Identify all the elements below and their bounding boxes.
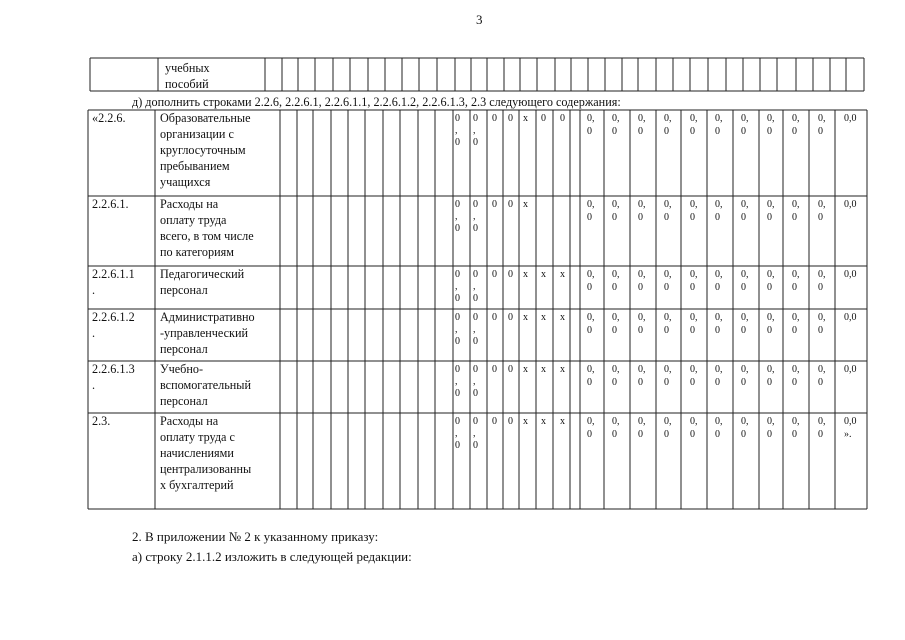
- value-cell: 0: [792, 325, 797, 336]
- split-value: 0: [473, 269, 478, 280]
- cell-value: 0: [492, 199, 497, 210]
- value-cell: 0,: [664, 199, 672, 210]
- split-value: ,: [473, 324, 476, 335]
- split-value: ,: [473, 281, 476, 292]
- split-value: 0: [455, 440, 460, 451]
- row-name: Учебно-: [160, 362, 204, 376]
- value-cell: 0,: [792, 312, 800, 323]
- value-cell: 0,: [612, 364, 620, 375]
- value-cell: 0: [715, 325, 720, 336]
- row-name: учащихся: [160, 175, 211, 189]
- value-cell: 0,: [638, 199, 646, 210]
- value-cell: 0,: [612, 312, 620, 323]
- value-cell: 0,: [715, 416, 723, 427]
- paragraph-2: 2. В приложении № 2 к указанному приказу:: [132, 529, 379, 544]
- value-cell: 0,: [690, 312, 698, 323]
- split-value: 0: [455, 113, 460, 124]
- value-cell: 0,: [715, 312, 723, 323]
- row-name: вспомогательный: [160, 378, 251, 392]
- value-cell: 0,: [612, 269, 620, 280]
- value-cell: 0,: [638, 312, 646, 323]
- split-value: 0: [473, 440, 478, 451]
- value-cell: 0: [587, 325, 592, 336]
- row-name: Расходы на: [160, 414, 219, 428]
- cross-mark: х: [541, 269, 546, 280]
- value-cell: 0: [715, 126, 720, 137]
- value-cell: 0: [587, 282, 592, 293]
- cross-mark: х: [560, 364, 565, 375]
- split-value: ,: [455, 324, 458, 335]
- cross-mark: х: [541, 312, 546, 323]
- value-cell: 0: [715, 282, 720, 293]
- value-cell: 0,: [792, 269, 800, 280]
- value-cell: 0: [612, 212, 617, 223]
- value-cell: 0,: [664, 113, 672, 124]
- row-code: .: [92, 283, 96, 297]
- value-cell: 0,: [818, 199, 826, 210]
- value-cell: 0,: [638, 416, 646, 427]
- cross-mark: х: [560, 416, 565, 427]
- value-cell: 0: [741, 126, 746, 137]
- split-value: 0: [455, 388, 460, 399]
- cell-value: 0: [508, 113, 513, 124]
- value-cell: 0,: [741, 364, 749, 375]
- value-cell: 0,: [612, 199, 620, 210]
- cell-value: 0: [541, 113, 546, 124]
- value-cell: 0: [741, 325, 746, 336]
- split-value: 0: [473, 137, 478, 148]
- value-cell: 0: [767, 325, 772, 336]
- cross-mark: х: [560, 312, 565, 323]
- value-cell: 0,: [741, 199, 749, 210]
- cross-mark: х: [560, 269, 565, 280]
- split-value: 0: [455, 312, 460, 323]
- split-value: 0: [455, 269, 460, 280]
- row-code: .: [92, 378, 96, 392]
- cell-value: 0: [508, 312, 513, 323]
- split-value: ,: [455, 428, 458, 439]
- value-cell: 0: [612, 282, 617, 293]
- row-name: -управленческий: [160, 326, 249, 340]
- value-cell: 0: [792, 212, 797, 223]
- value-cell: 0: [767, 126, 772, 137]
- value-cell: 0,: [690, 113, 698, 124]
- value-cell: 0,: [792, 199, 800, 210]
- value-cell: 0,: [767, 269, 775, 280]
- value-cell: 0: [664, 282, 669, 293]
- value-cell: 0,: [792, 416, 800, 427]
- cross-mark: х: [523, 113, 528, 124]
- row-code: 2.2.6.1.2: [92, 310, 135, 324]
- value-cell: 0: [741, 212, 746, 223]
- cross-mark: х: [523, 416, 528, 427]
- last-value: 0,0: [844, 269, 857, 280]
- split-value: 0: [473, 223, 478, 234]
- value-cell: 0: [664, 212, 669, 223]
- last-value: 0,0: [844, 113, 857, 124]
- split-value: 0: [473, 416, 478, 427]
- row-name: круглосуточным: [160, 143, 246, 157]
- value-cell: 0,: [767, 312, 775, 323]
- split-value: 0: [473, 199, 478, 210]
- split-value: 0: [455, 364, 460, 375]
- cell-value: 0: [508, 416, 513, 427]
- value-cell: 0: [664, 126, 669, 137]
- value-cell: 0,: [767, 364, 775, 375]
- split-value: 0: [473, 312, 478, 323]
- row-name: Педагогический: [160, 267, 245, 281]
- cell-value: 0: [492, 269, 497, 280]
- value-cell: 0: [690, 282, 695, 293]
- last-value: 0,0: [844, 312, 857, 323]
- value-cell: 0,: [612, 113, 620, 124]
- split-value: ,: [473, 376, 476, 387]
- row-name: по категориям: [160, 245, 234, 259]
- value-cell: 0,: [587, 199, 595, 210]
- split-value: 0: [473, 336, 478, 347]
- split-value: 0: [455, 137, 460, 148]
- value-cell: 0,: [664, 364, 672, 375]
- row-name: персонал: [160, 342, 208, 356]
- row-code: 2.3.: [92, 414, 111, 428]
- value-cell: 0,: [818, 364, 826, 375]
- row-name: оплату труда: [160, 213, 227, 227]
- value-cell: 0: [638, 429, 643, 440]
- row-name: пребыванием: [160, 159, 230, 173]
- cell-value: 0: [508, 269, 513, 280]
- value-cell: 0: [638, 282, 643, 293]
- value-cell: 0,: [638, 364, 646, 375]
- row-code: 2.2.6.1.3: [92, 362, 135, 376]
- value-cell: 0: [792, 429, 797, 440]
- value-cell: 0,: [587, 364, 595, 375]
- row-name: Административно: [160, 310, 255, 324]
- value-cell: 0: [690, 126, 695, 137]
- value-cell: 0: [818, 126, 823, 137]
- value-cell: 0: [818, 429, 823, 440]
- fragment-row-label: учебных: [165, 61, 210, 75]
- row-name: всего, в том числе: [160, 229, 254, 243]
- fragment-row-label: пособий: [165, 77, 209, 91]
- row-name: начислениями: [160, 446, 234, 460]
- value-cell: 0: [664, 325, 669, 336]
- cell-value: 0: [508, 199, 513, 210]
- value-cell: 0,: [587, 312, 595, 323]
- value-cell: 0,: [664, 416, 672, 427]
- cell-value: 0: [560, 113, 565, 124]
- row-name: Образовательные: [160, 111, 251, 125]
- value-cell: 0,: [818, 416, 826, 427]
- split-value: 0: [473, 364, 478, 375]
- last-value: 0,0: [844, 199, 857, 210]
- value-cell: 0,: [715, 269, 723, 280]
- last-value: 0,0: [844, 416, 857, 427]
- value-cell: 0: [612, 126, 617, 137]
- value-cell: 0,: [587, 113, 595, 124]
- cross-mark: х: [523, 269, 528, 280]
- row-name: организации с: [160, 127, 234, 141]
- value-cell: 0,: [767, 199, 775, 210]
- value-cell: 0,: [690, 269, 698, 280]
- row-code: 2.2.6.1.1: [92, 267, 135, 281]
- split-value: ,: [455, 211, 458, 222]
- value-cell: 0: [818, 377, 823, 388]
- value-cell: 0: [587, 212, 592, 223]
- value-cell: 0,: [741, 312, 749, 323]
- value-cell: 0,: [690, 199, 698, 210]
- value-cell: 0: [587, 126, 592, 137]
- split-value: 0: [473, 388, 478, 399]
- value-cell: 0: [587, 429, 592, 440]
- value-cell: 0: [715, 212, 720, 223]
- value-cell: 0: [792, 282, 797, 293]
- value-cell: 0: [638, 126, 643, 137]
- value-cell: 0,: [664, 269, 672, 280]
- value-cell: 0,: [818, 312, 826, 323]
- paragraph-a: а) строку 2.1.1.2 изложить в следующей редакции:: [132, 549, 412, 564]
- row-name: х бухгалтерий: [160, 478, 234, 492]
- row-name: централизованны: [160, 462, 252, 476]
- value-cell: 0: [792, 126, 797, 137]
- value-cell: 0: [818, 282, 823, 293]
- value-cell: 0: [767, 212, 772, 223]
- split-value: 0: [473, 293, 478, 304]
- row-name: Расходы на: [160, 197, 219, 211]
- value-cell: 0,: [587, 416, 595, 427]
- intro-line: д) дополнить строками 2.2.6, 2.2.6.1, 2.2.6.1.1, 2.2.6.1.2, 2.2.6.1.3, 2.3 следующего содержания:: [132, 95, 621, 109]
- value-cell: 0: [612, 377, 617, 388]
- split-value: ,: [473, 428, 476, 439]
- cross-mark: х: [541, 364, 546, 375]
- value-cell: 0,: [767, 113, 775, 124]
- split-value: ,: [455, 281, 458, 292]
- cross-mark: х: [523, 364, 528, 375]
- value-cell: 0,: [767, 416, 775, 427]
- value-cell: 0,: [818, 113, 826, 124]
- row-name: оплату труда с: [160, 430, 235, 444]
- value-cell: 0,: [638, 113, 646, 124]
- split-value: ,: [473, 125, 476, 136]
- value-cell: 0,: [612, 416, 620, 427]
- value-cell: 0: [664, 377, 669, 388]
- value-cell: 0: [818, 325, 823, 336]
- value-cell: 0,: [690, 364, 698, 375]
- value-cell: 0: [612, 429, 617, 440]
- value-cell: 0,: [638, 269, 646, 280]
- value-cell: 0,: [741, 416, 749, 427]
- split-value: ,: [473, 211, 476, 222]
- value-cell: 0,: [690, 416, 698, 427]
- split-value: 0: [455, 223, 460, 234]
- split-value: 0: [473, 113, 478, 124]
- split-value: 0: [455, 416, 460, 427]
- row-name: персонал: [160, 394, 208, 408]
- value-cell: 0: [664, 429, 669, 440]
- value-cell: 0,: [715, 199, 723, 210]
- value-cell: 0,: [818, 269, 826, 280]
- cross-mark: х: [523, 312, 528, 323]
- value-cell: 0,: [587, 269, 595, 280]
- row-name: персонал: [160, 283, 208, 297]
- cell-value: 0: [492, 416, 497, 427]
- page-number: 3: [476, 12, 483, 27]
- split-value: 0: [455, 199, 460, 210]
- cross-mark: х: [523, 199, 528, 210]
- value-cell: 0: [767, 429, 772, 440]
- value-cell: 0,: [741, 113, 749, 124]
- row-code: .: [92, 326, 96, 340]
- cell-value: 0: [492, 312, 497, 323]
- value-cell: 0: [638, 377, 643, 388]
- value-cell: 0,: [715, 113, 723, 124]
- value-cell: 0,: [792, 364, 800, 375]
- value-cell: 0: [741, 377, 746, 388]
- value-cell: 0,: [741, 269, 749, 280]
- cell-value: 0: [492, 113, 497, 124]
- value-cell: 0: [715, 429, 720, 440]
- value-cell: 0: [741, 282, 746, 293]
- value-cell: 0: [690, 212, 695, 223]
- value-cell: 0: [792, 377, 797, 388]
- value-cell: 0: [587, 377, 592, 388]
- split-value: 0: [455, 336, 460, 347]
- row-code: «2.2.6.: [92, 111, 126, 125]
- value-cell: 0: [690, 429, 695, 440]
- value-cell: 0: [690, 325, 695, 336]
- value-cell: 0,: [664, 312, 672, 323]
- value-cell: 0: [767, 282, 772, 293]
- value-cell: 0: [741, 429, 746, 440]
- value-cell: 0: [818, 212, 823, 223]
- cell-value: 0: [508, 364, 513, 375]
- split-value: 0: [455, 293, 460, 304]
- value-cell: 0: [612, 325, 617, 336]
- value-cell: 0,: [792, 113, 800, 124]
- last-value: 0,0: [844, 364, 857, 375]
- split-value: ,: [455, 125, 458, 136]
- value-cell: 0: [715, 377, 720, 388]
- value-cell: 0: [638, 325, 643, 336]
- value-cell: 0,: [715, 364, 723, 375]
- cross-mark: х: [541, 416, 546, 427]
- row-code: 2.2.6.1.: [92, 197, 129, 211]
- cell-value: 0: [492, 364, 497, 375]
- value-cell: 0: [690, 377, 695, 388]
- value-cell: 0: [767, 377, 772, 388]
- value-cell: 0: [638, 212, 643, 223]
- last-value: ».: [844, 429, 852, 440]
- split-value: ,: [455, 376, 458, 387]
